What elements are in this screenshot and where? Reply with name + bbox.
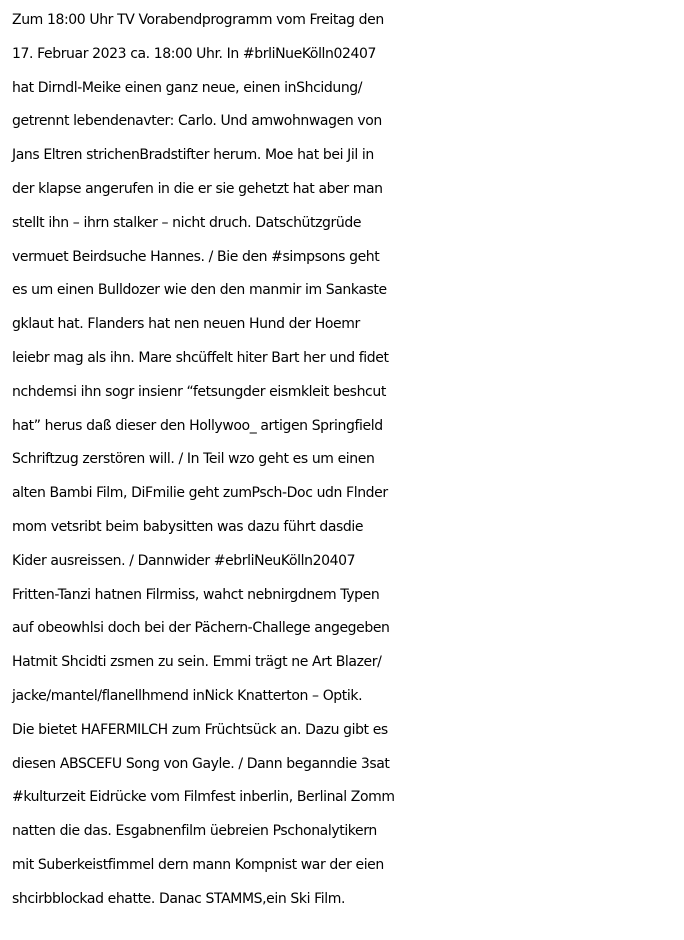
text-line: natten die das. Esgabnenfilm üebreien Pschonalytikern (12, 823, 377, 840)
text-line: alten Bambi Film, DiFmilie geht zumPsch-Doc udn Flnder (12, 485, 388, 502)
text-line: stellt ihn – ihrn stalker – nicht druch. Datschützgrüde (12, 214, 362, 231)
text-line: Jans Eltren strichenBradstifter herum. Moe hat bei Jil in (12, 147, 374, 164)
text-line: Die bietet HAFERMILCH zum Früchtsück an. Dazu gibt es (12, 721, 388, 738)
text-line: jacke/mantel/flanellhmend inNick Knatterton – Optik. (12, 687, 363, 704)
text-line: nchdemsi ihn sogr insienr “fetsungder eismkleit beshcut (12, 383, 386, 400)
text-line: vermuet Beirdsuche Hannes. / Bie den #simpsons geht (12, 248, 380, 265)
text-line: Hatmit Shcidti zsmen zu sein. Emmi trägt ne Art Blazer/ (12, 654, 382, 671)
text-line: shcirbblockad ehatte. Danac STAMMS,ein Ski Film. (12, 890, 346, 907)
text-line: hat” herus daß dieser den Hollywoo_ artigen Springfield (12, 417, 383, 434)
text-line: Schriftzug zerstören will. / In Teil wzo geht es um einen (12, 451, 375, 468)
text-line: es um einen Bulldozer wie den den manmir im Sankaste (12, 282, 387, 299)
document-text (12, 4, 680, 917)
text-line: Fritten-Tanzi hatnen Filrmiss, wahct nebnirgdnem Typen (12, 586, 380, 603)
text-line: hat Dirndl-Meike einen ganz neue, einen inShcidung/ (12, 79, 363, 96)
text-line: Zum 18:00 Uhr TV Vorabendprogramm vom Freitag den (12, 12, 384, 28)
text-line: auf obeowhlsi doch bei der Pächern-Challege angegeben (12, 620, 390, 637)
text-line: 17. Februar 2023 ca. 18:00 Uhr. In #brliNueKölln02407 (12, 45, 377, 62)
text-line: gklaut hat. Flanders hat nen neuen Hund der Hoemr (12, 316, 360, 333)
text-line: leiebr mag als ihn. Mare shcüffelt hiter Bart her und fidet (12, 349, 389, 366)
text-line: getrennt lebendenavter: Carlo. Und amwohnwagen von (12, 113, 382, 130)
text-line: der klapse angerufen in die er sie gehetzt hat aber man (12, 180, 383, 197)
text-line: diesen ABSCEFU Song von Gayle. / Dann beganndie 3sat (12, 755, 390, 772)
text-line: mom vetsribt beim babysitten was dazu führt dasdie (12, 518, 364, 535)
text-line: #kulturzeit Eidrücke vom Filmfest inberlin, Berlinal Zomm (12, 789, 395, 806)
text-line: mit Suberkeistfimmel dern mann Kompnist war der eien (12, 856, 384, 873)
text-line: Kider ausreissen. / Dannwider #ebrliNeuKölln20407 (12, 552, 356, 569)
